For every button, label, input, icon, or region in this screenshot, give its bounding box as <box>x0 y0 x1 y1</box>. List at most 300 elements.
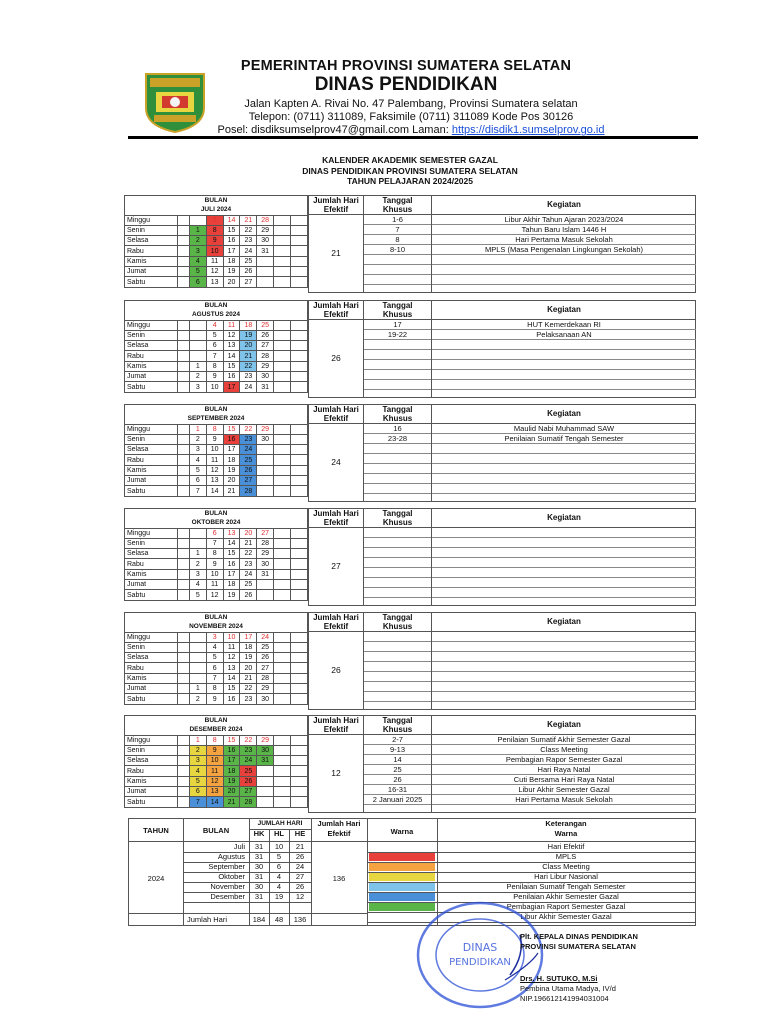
column-header: Efektif <box>323 310 349 319</box>
date-cell: 3 <box>189 246 206 256</box>
keterangan-warna-header: Warna <box>554 829 578 838</box>
date-cell <box>274 256 291 266</box>
date-cell <box>274 694 291 704</box>
summary-hk: 31 <box>254 852 264 861</box>
date-cell: 24 <box>257 632 274 642</box>
date-cell: 19 <box>223 776 240 786</box>
day-name: Minggu <box>125 320 178 330</box>
bulan-label: BULAN <box>125 613 308 623</box>
row-divider <box>432 661 696 662</box>
date-cell: 8 <box>206 684 223 694</box>
day-name: Kamis <box>125 256 178 266</box>
date-cell: 1 <box>189 361 206 371</box>
date-cell <box>274 559 291 569</box>
date-cell <box>290 653 307 663</box>
date-cell: 19 <box>223 590 240 600</box>
date-cell <box>290 787 307 797</box>
date-cell <box>177 653 189 663</box>
activity: Hari Raya Natal <box>537 764 591 774</box>
summary-hk: 31 <box>254 872 264 881</box>
summary-hl: 10 <box>274 842 284 851</box>
day-name: Minggu <box>125 632 178 642</box>
row-divider <box>432 567 696 568</box>
day-name: Minggu <box>125 424 178 434</box>
date-cell <box>177 330 189 340</box>
effective-days-value: 24 <box>331 457 341 467</box>
date-cell: 9 <box>206 434 223 444</box>
row-divider <box>432 453 696 454</box>
month-calendar <box>124 715 308 808</box>
date-cell: 2 <box>189 694 206 704</box>
date-cell: 25 <box>240 256 257 266</box>
month-name: DESEMBER 2024 <box>125 725 308 735</box>
column-header: Kegiatan <box>547 409 581 418</box>
date-cell <box>290 549 307 559</box>
date-cell: 27 <box>257 341 274 351</box>
column-header: Tanggal <box>382 196 413 205</box>
date-cell <box>177 797 189 807</box>
date-cell <box>177 465 189 475</box>
date-cell <box>177 766 189 776</box>
date-cell: 21 <box>240 351 257 361</box>
day-name: Jumat <box>125 787 178 797</box>
date-cell: 26 <box>240 465 257 475</box>
date-cell <box>189 330 206 340</box>
activity-column <box>431 509 696 605</box>
date-cell: 19 <box>240 330 257 340</box>
date-cell: 25 <box>240 580 257 590</box>
row-divider <box>364 389 431 390</box>
special-date-column <box>363 301 431 397</box>
row-divider <box>364 587 431 588</box>
day-name: Sabtu <box>125 590 178 600</box>
row-divider <box>432 379 696 380</box>
row-divider <box>432 463 696 464</box>
date-cell <box>274 745 291 755</box>
date-cell <box>177 361 189 371</box>
date-cell <box>257 580 274 590</box>
column-header: Tanggal <box>382 301 413 310</box>
day-name: Rabu <box>125 559 178 569</box>
date-cell: 3 <box>189 382 206 392</box>
date-cell <box>290 424 307 434</box>
date-cell <box>257 776 274 786</box>
row-divider <box>364 359 431 360</box>
date-cell: 5 <box>206 330 223 340</box>
date-cell <box>177 580 189 590</box>
date-cell <box>290 684 307 694</box>
date-cell: 2 <box>189 745 206 755</box>
date-cell: 17 <box>223 382 240 392</box>
date-cell <box>189 341 206 351</box>
row-divider <box>432 254 696 255</box>
date-cell: 3 <box>189 569 206 579</box>
legend-label: MPLS <box>555 852 577 861</box>
month-name: JULI 2024 <box>125 205 308 215</box>
header-divider <box>432 631 696 632</box>
column-header: Khusus <box>382 622 413 631</box>
date-cell <box>274 236 291 246</box>
bulan-label: BULAN <box>125 509 308 519</box>
date-cell: 15 <box>223 549 240 559</box>
date-cell <box>177 486 189 496</box>
header-divider <box>309 734 363 735</box>
date-cell <box>274 569 291 579</box>
date-cell: 12 <box>223 330 240 340</box>
month-name: OKTOBER 2024 <box>125 518 308 528</box>
date-cell: 16 <box>223 372 240 382</box>
special-date: 2 Januari 2025 <box>372 794 423 804</box>
month-calendar <box>124 612 308 705</box>
date-cell: 31 <box>257 382 274 392</box>
summary-he: 24 <box>295 862 305 871</box>
date-cell: 10 <box>206 382 223 392</box>
month-block <box>124 404 696 502</box>
effective-days-value: 27 <box>331 561 341 571</box>
activity-column <box>431 405 696 501</box>
summary-hk: 31 <box>254 842 264 851</box>
date-cell <box>257 256 274 266</box>
activity: Cuti Bersama Hari Raya Natal <box>513 774 615 784</box>
date-cell <box>274 797 291 807</box>
date-cell <box>189 673 206 683</box>
date-cell: 17 <box>223 246 240 256</box>
date-cell <box>274 465 291 475</box>
header-government: PEMERINTAH PROVINSI SUMATERA SELATAN <box>240 58 572 74</box>
date-cell: 18 <box>223 580 240 590</box>
date-cell <box>274 351 291 361</box>
date-cell <box>290 559 307 569</box>
row-divider <box>432 284 696 285</box>
column-header: Tanggal <box>382 509 413 518</box>
date-cell <box>189 528 206 538</box>
month-name: SEPTEMBER 2024 <box>125 414 308 424</box>
date-cell <box>257 277 274 287</box>
date-cell <box>274 787 291 797</box>
day-name: Selasa <box>125 236 178 246</box>
month-info-panel <box>308 612 696 710</box>
header-divider <box>309 214 363 215</box>
date-cell <box>189 538 206 548</box>
row-divider <box>432 443 696 444</box>
date-cell <box>274 225 291 235</box>
row-divider <box>432 473 696 474</box>
activity: MPLS (Masa Pengenalan Lingkungan Sekolah) <box>484 244 644 254</box>
date-cell <box>177 246 189 256</box>
special-date: 9-13 <box>389 744 405 754</box>
bulan-label: BULAN <box>125 301 308 311</box>
special-date: 7 <box>395 224 400 234</box>
date-cell: 1 <box>189 735 206 745</box>
activity: Penilaian Sumatif Akhir Semester Gazal <box>497 734 631 744</box>
column-header: Khusus <box>382 310 413 319</box>
date-cell <box>257 445 274 455</box>
date-cell: 24 <box>240 445 257 455</box>
date-cell: 13 <box>223 341 240 351</box>
date-cell <box>274 673 291 683</box>
row-divider <box>432 349 696 350</box>
date-cell <box>290 341 307 351</box>
header-divider <box>309 631 363 632</box>
date-cell <box>189 642 206 652</box>
date-cell: 26 <box>240 267 257 277</box>
date-cell <box>290 434 307 444</box>
date-cell <box>290 580 307 590</box>
effective-days-column <box>308 716 363 812</box>
row-divider <box>432 691 696 692</box>
date-cell: 7 <box>206 538 223 548</box>
day-name: Sabtu <box>125 486 178 496</box>
date-cell <box>257 766 274 776</box>
day-name: Kamis <box>125 569 178 579</box>
date-cell: 10 <box>206 756 223 766</box>
date-cell <box>189 632 206 642</box>
column-header: Khusus <box>382 414 413 423</box>
date-cell: 31 <box>257 246 274 256</box>
column-header: Khusus <box>382 205 413 214</box>
activity: HUT Kemerdekaan RI <box>527 319 601 329</box>
date-cell: 21 <box>223 797 240 807</box>
date-cell <box>274 663 291 673</box>
month-block <box>124 612 696 710</box>
date-cell <box>290 569 307 579</box>
date-cell: 7 <box>206 215 223 225</box>
day-name: Senin <box>125 330 178 340</box>
date-cell: 12 <box>223 653 240 663</box>
date-cell: 9 <box>206 236 223 246</box>
date-cell <box>177 642 189 652</box>
day-name: Kamis <box>125 361 178 371</box>
month-calendar <box>124 404 308 497</box>
legend-swatch <box>369 873 435 881</box>
summary-hline <box>183 902 311 903</box>
date-cell: 16 <box>223 236 240 246</box>
date-cell <box>177 684 189 694</box>
date-cell <box>274 776 291 786</box>
date-cell: 5 <box>189 776 206 786</box>
date-cell: 4 <box>189 455 206 465</box>
svg-text:DINAS: DINAS <box>462 941 498 954</box>
day-name: Sabtu <box>125 797 178 807</box>
legend-label: Libur Akhir Semester Gazal <box>520 912 612 921</box>
activity-column <box>431 613 696 709</box>
row-divider <box>432 389 696 390</box>
date-cell: 6 <box>206 341 223 351</box>
row-divider <box>364 453 431 454</box>
date-cell <box>177 538 189 548</box>
effective-days-column <box>308 405 363 501</box>
date-cell <box>290 776 307 786</box>
date-cell: 23 <box>240 236 257 246</box>
date-cell: 16 <box>223 434 240 444</box>
column-header: Jumlah Hari <box>313 716 359 725</box>
date-cell: 6 <box>206 528 223 538</box>
date-cell <box>177 225 189 235</box>
date-cell <box>290 756 307 766</box>
date-cell: 14 <box>206 486 223 496</box>
legend-label: Class Meeting <box>542 862 590 871</box>
date-cell <box>290 528 307 538</box>
row-divider <box>432 681 696 682</box>
date-cell <box>290 382 307 392</box>
day-name: Sabtu <box>125 694 178 704</box>
column-header: Kegiatan <box>547 200 581 209</box>
day-name: Jumat <box>125 476 178 486</box>
date-cell: 31 <box>257 569 274 579</box>
website-link[interactable]: https://disdik1.sumselprov.go.id <box>451 124 605 136</box>
row-divider <box>432 339 696 340</box>
date-cell: 23 <box>240 694 257 704</box>
date-cell: 8 <box>206 735 223 745</box>
date-cell <box>274 766 291 776</box>
date-cell <box>257 787 274 797</box>
date-cell <box>274 653 291 663</box>
tahun-header: TAHUN <box>143 826 169 835</box>
date-cell: 8 <box>206 424 223 434</box>
date-cell: 7 <box>206 673 223 683</box>
month-calendar <box>124 195 308 288</box>
column-header: Tanggal <box>382 405 413 414</box>
legend-swatch <box>369 863 435 871</box>
date-cell <box>274 684 291 694</box>
summary-month: November <box>210 882 245 891</box>
date-cell <box>274 341 291 351</box>
date-cell <box>290 361 307 371</box>
date-cell <box>177 735 189 745</box>
date-cell: 21 <box>240 538 257 548</box>
date-cell: 17 <box>240 632 257 642</box>
date-cell: 7 <box>189 486 206 496</box>
date-cell: 21 <box>240 215 257 225</box>
date-cell: 22 <box>240 684 257 694</box>
date-cell: 27 <box>257 528 274 538</box>
date-cell: 28 <box>240 797 257 807</box>
date-cell: 2 <box>189 559 206 569</box>
date-cell: 11 <box>206 580 223 590</box>
date-cell: 28 <box>257 351 274 361</box>
date-cell: 9 <box>206 372 223 382</box>
summary-month: Juli <box>233 842 245 851</box>
date-cell: 27 <box>240 277 257 287</box>
date-cell: 18 <box>240 642 257 652</box>
special-date: 17 <box>393 319 402 329</box>
day-name: Rabu <box>125 455 178 465</box>
date-cell: 8 <box>206 225 223 235</box>
header-address <box>216 98 606 137</box>
day-name: Rabu <box>125 246 178 256</box>
legend-label: Pembagian Raport Semester Gazal <box>506 902 626 911</box>
day-name: Rabu <box>125 766 178 776</box>
date-cell <box>290 642 307 652</box>
date-cell <box>290 330 307 340</box>
jumlah-hari-efektif-header: Jumlah Hari <box>317 819 361 828</box>
date-cell <box>177 445 189 455</box>
date-cell: 29 <box>257 684 274 694</box>
date-cell <box>290 735 307 745</box>
date-cell: 3 <box>189 445 206 455</box>
column-header: Efektif <box>323 725 349 734</box>
date-cell <box>290 486 307 496</box>
column-header: Jumlah Hari <box>313 509 359 518</box>
activity: Maulid Nabi Muhammad SAW <box>513 423 615 433</box>
date-cell <box>274 590 291 600</box>
date-cell <box>274 382 291 392</box>
row-divider <box>364 577 431 578</box>
summary-total-label: Jumlah Hari <box>187 915 228 924</box>
row-divider <box>364 369 431 370</box>
row-divider <box>364 493 431 494</box>
column-header: Kegiatan <box>547 617 581 626</box>
summary-hl: 5 <box>276 852 282 861</box>
row-divider <box>364 339 431 340</box>
column-header: Jumlah Hari <box>313 405 359 414</box>
date-cell: 30 <box>257 434 274 444</box>
date-cell: 20 <box>223 277 240 287</box>
column-header: Khusus <box>382 518 413 527</box>
date-cell <box>290 351 307 361</box>
date-cell <box>274 756 291 766</box>
date-cell <box>274 424 291 434</box>
date-cell <box>290 267 307 277</box>
date-cell <box>290 590 307 600</box>
date-cell: 18 <box>240 320 257 330</box>
activity-column <box>431 301 696 397</box>
row-divider <box>432 359 696 360</box>
date-cell: 15 <box>223 735 240 745</box>
bulan-header: BULAN <box>202 826 230 835</box>
date-cell <box>177 694 189 704</box>
row-divider <box>364 349 431 350</box>
date-cell: 27 <box>240 787 257 797</box>
date-cell <box>290 215 307 225</box>
date-cell <box>177 256 189 266</box>
signature-nip: NIP.196612141994031004 <box>520 994 609 1003</box>
activity: Pelaksanaan AN <box>536 329 592 339</box>
header-divider <box>364 631 431 632</box>
effective-days-column <box>308 509 363 605</box>
date-cell <box>177 351 189 361</box>
summary-hl: 6 <box>276 862 282 871</box>
column-header: Efektif <box>323 518 349 527</box>
date-cell: 13 <box>223 528 240 538</box>
signature-block <box>520 932 638 1004</box>
date-cell: 2 <box>189 372 206 382</box>
row-divider <box>432 587 696 588</box>
date-cell: 4 <box>206 320 223 330</box>
date-cell <box>290 476 307 486</box>
signature-rank: Pembina Utama Madya, IV/d <box>520 984 616 993</box>
date-cell <box>274 320 291 330</box>
row-divider <box>432 577 696 578</box>
date-cell <box>290 246 307 256</box>
date-cell: 17 <box>223 756 240 766</box>
header-rule <box>128 136 698 139</box>
date-cell <box>177 372 189 382</box>
date-cell: 26 <box>240 776 257 786</box>
date-cell: 6 <box>189 476 206 486</box>
date-cell <box>290 455 307 465</box>
date-cell: 6 <box>206 663 223 673</box>
date-cell <box>177 434 189 444</box>
date-cell: 11 <box>206 455 223 465</box>
date-cell: 3 <box>189 756 206 766</box>
date-cell <box>274 267 291 277</box>
date-cell: 20 <box>223 787 240 797</box>
day-name: Selasa <box>125 653 178 663</box>
date-cell: 26 <box>257 653 274 663</box>
date-cell <box>177 236 189 246</box>
activity: Libur Akhir Semester Gazal <box>518 784 610 794</box>
